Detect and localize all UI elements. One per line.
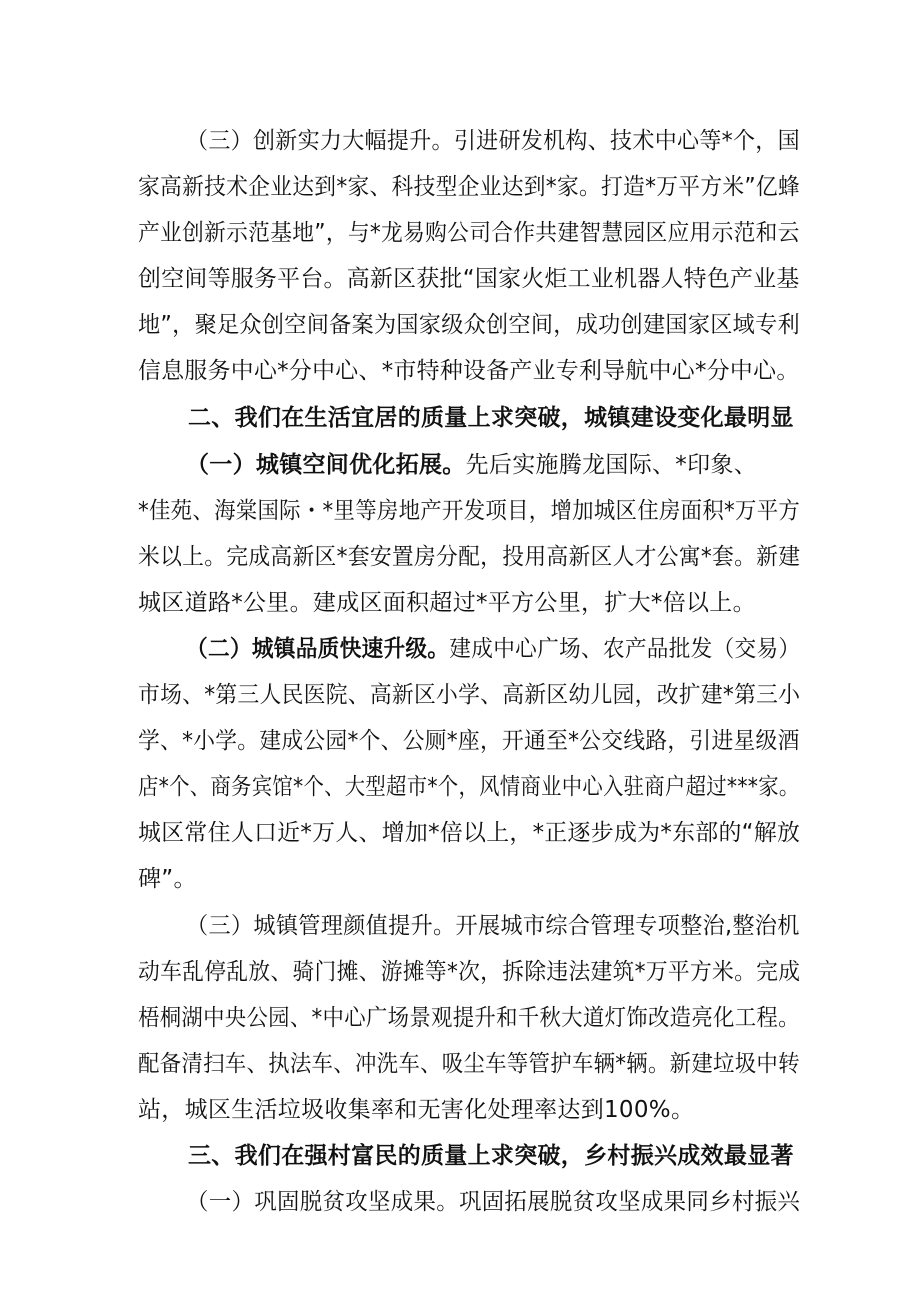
paragraph-line: 配备清扫车、执法车、冲洗车、吸尘车等管护车辆*辆。新建垃圾中转 (138, 1051, 800, 1077)
section-heading: 三、我们在强村富民的质量上求突破，乡村振兴成效最显著 (188, 1143, 794, 1169)
section-heading: 二、我们在生活宜居的质量上求突破，城镇建设变化最明显 (188, 405, 794, 431)
paragraph-line: （一）巩固脱贫攻坚成果。巩固拓展脱贫攻坚成果同乡村振兴 (186, 1189, 801, 1215)
paragraph-line: 创空间等服务平台。高新区获批“国家火炬工业机器人特色产业基 (138, 266, 800, 292)
paragraph-line: 地”，聚足众创空间备案为国家级众创空间，成功创建国家区域专利 (138, 312, 800, 338)
paragraph-line: *佳苑、海棠国际・*里等房地产开发项目，增加城区住房面积*万平方 (138, 498, 801, 524)
paragraph-line: 城区常住人口近*万人、增加*倍以上，*正逐步成为*东部的“解放 (138, 820, 801, 846)
paragraph-line: （三）创新实力大幅提升。引进研发机构、技术中心等*个，国 (186, 128, 800, 154)
paragraph-text: 先后实施腾龙国际、*印象、 (465, 452, 758, 478)
paragraph-line (186, 634, 800, 664)
paragraph-line: 学、*小学。建成公园*个、公厕*座，开通至*公交线路，引进星级酒 (138, 728, 800, 754)
paragraph-line: 米以上。完成高新区*套安置房分配，投用高新区人才公寓*套。新建 (138, 544, 801, 570)
paragraph-line: （三）城镇管理颜值提升。开展城市综合管理专项整治,整治机 (186, 913, 800, 939)
paragraph-line: 站，城区生活垃圾收集率和无害化处理率达到100%。 (138, 1097, 695, 1123)
paragraph-line: 市场、*第三人民医院、高新区小学、高新区幼儿园，改扩建*第三小 (138, 682, 801, 708)
paragraph-line: 碑”。 (138, 866, 197, 892)
paragraph-line: 店*个、商务宾馆*个、大型超市*个，风情商业中心入驻商户超过***家。 (138, 774, 800, 800)
subsection-title: （一）城镇空间优化拓展。 (186, 452, 466, 478)
paragraph-line: 产业创新示范基地”，与*龙易购公司合作共建智慧园区应用示范和云 (138, 220, 800, 246)
subsection-title: （二）城镇品质快速升级。 (186, 636, 450, 662)
paragraph-line: 家高新技术企业达到*家、科技型企业达到*家。打造*万平方米”亿蜂 (138, 174, 801, 200)
paragraph-line: 城区道路*公里。建成区面积超过*平方公里，扩大*倍以上。 (138, 590, 756, 616)
paragraph-line: 梧桐湖中央公园、*中心广场景观提升和千秋大道灯饰改造亮化工程。 (138, 1005, 800, 1031)
paragraph-line: 信息服务中心*分中心、*市特种设备产业专利导航中心*分中心。 (138, 358, 800, 384)
paragraph-text: 建成中心广场、农产品批发（交易） (449, 636, 801, 662)
paragraph-line (186, 450, 757, 480)
paragraph-line: 动车乱停乱放、骑门摊、游摊等*次，拆除违法建筑*万平方米。完成 (138, 959, 801, 985)
